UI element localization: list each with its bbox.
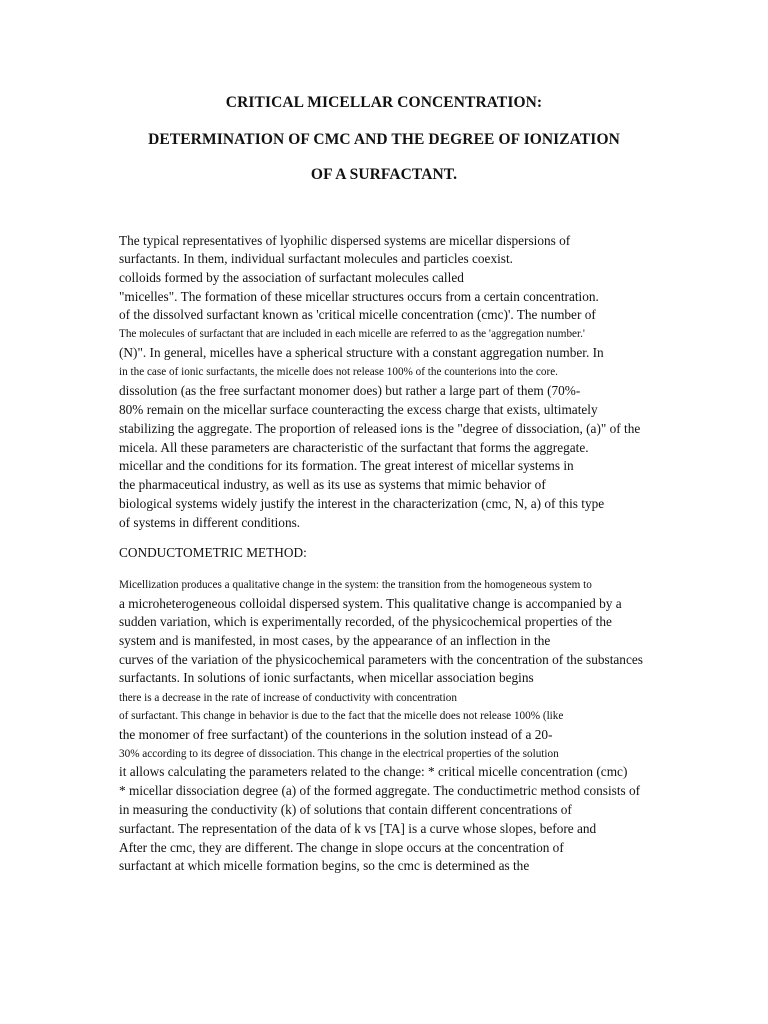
intro-line: micellar and the conditions for its formation. The great interest of micellar systems in (119, 458, 574, 473)
method-line: 30% according to its degree of dissociation. This change in the electrical properties of the solution (119, 748, 559, 760)
title-line-3: OF A SURFACTANT. (310, 166, 458, 183)
intro-line: The molecules of surfactant that are included in each micelle are referred to as the 'aggregation number.' (119, 328, 585, 340)
intro-line: 80% remain on the micellar surface counteracting the excess charge that exists, ultimately (119, 402, 598, 417)
method-line: it allows calculating the parameters related to the change: * critical micelle concentration (cmc) (119, 764, 628, 779)
method-line: a microheterogeneous colloidal dispersed system. This qualitative change is accompanied by a (119, 596, 622, 611)
method-line: surfactants. In solutions of ionic surfactants, when micellar association begins (119, 670, 534, 685)
method-line: the monomer of free surfactant) of the counterions in the solution instead of a 20- (119, 727, 553, 742)
method-line: sudden variation, which is experimentally recorded, of the physicochemical properties of the (119, 614, 612, 629)
intro-line: surfactants. In them, individual surfactant molecules and particles coexist. (119, 251, 513, 266)
method-line: * micellar dissociation degree (a) of the formed aggregate. The conductimetric method consists of (119, 783, 641, 798)
section-heading: CONDUCTOMETRIC METHOD: (119, 545, 307, 560)
intro-line: The typical representatives of lyophilic dispersed systems are micellar dispersions of (119, 233, 571, 248)
intro-line: micela. All these parameters are characteristic of the surfactant that forms the aggregate. (119, 440, 589, 455)
method-line: Micellization produces a qualitative change in the system: the transition from the homogeneous system to (119, 579, 592, 591)
method-line: system and is manifested, in most cases, by the appearance of an inflection in the (119, 633, 551, 648)
title-line-2: DETERMINATION OF CMC AND THE DEGREE OF IONIZATION (148, 131, 620, 148)
intro-line: stabilizing the aggregate. The proportion of released ions is the "degree of dissociation, (a)" of the (119, 421, 641, 436)
method-line: surfactant. The representation of the data of k vs [TA] is a curve whose slopes, before and (119, 821, 597, 836)
method-line: there is a decrease in the rate of increase of conductivity with concentration (119, 692, 457, 704)
method-line: in measuring the conductivity (k) of solutions that contain different concentrations of (119, 802, 572, 817)
intro-line: colloids formed by the association of surfactant molecules called (119, 270, 464, 285)
method-line: of surfactant. This change in behavior is due to the fact that the micelle does not release 100% (like (119, 710, 564, 722)
intro-line: "micelles". The formation of these micellar structures occurs from a certain concentration. (119, 289, 599, 304)
method-line: curves of the variation of the physicochemical parameters with the concentration of the substances (119, 652, 643, 667)
intro-line: (N)". In general, micelles have a spherical structure with a constant aggregation number. In (119, 345, 604, 360)
intro-line: in the case of ionic surfactants, the micelle does not release 100% of the counterions into the core. (119, 366, 558, 378)
intro-line: of systems in different conditions. (119, 515, 301, 530)
intro-line: biological systems widely justify the interest in the characterization (cmc, N, a) of this type (119, 496, 605, 511)
intro-line: of the dissolved surfactant known as 'critical micelle concentration (cmc)'. The number of (119, 307, 596, 322)
method-line: After the cmc, they are different. The change in slope occurs at the concentration of (119, 840, 564, 855)
intro-line: the pharmaceutical industry, as well as its use as systems that mimic behavior of (119, 477, 546, 492)
title-line-1: CRITICAL MICELLAR CONCENTRATION: (225, 94, 543, 111)
method-line: surfactant at which micelle formation begins, so the cmc is determined as the (119, 858, 530, 873)
intro-line: dissolution (as the free surfactant monomer does) but rather a large part of them (70%- (119, 383, 581, 398)
